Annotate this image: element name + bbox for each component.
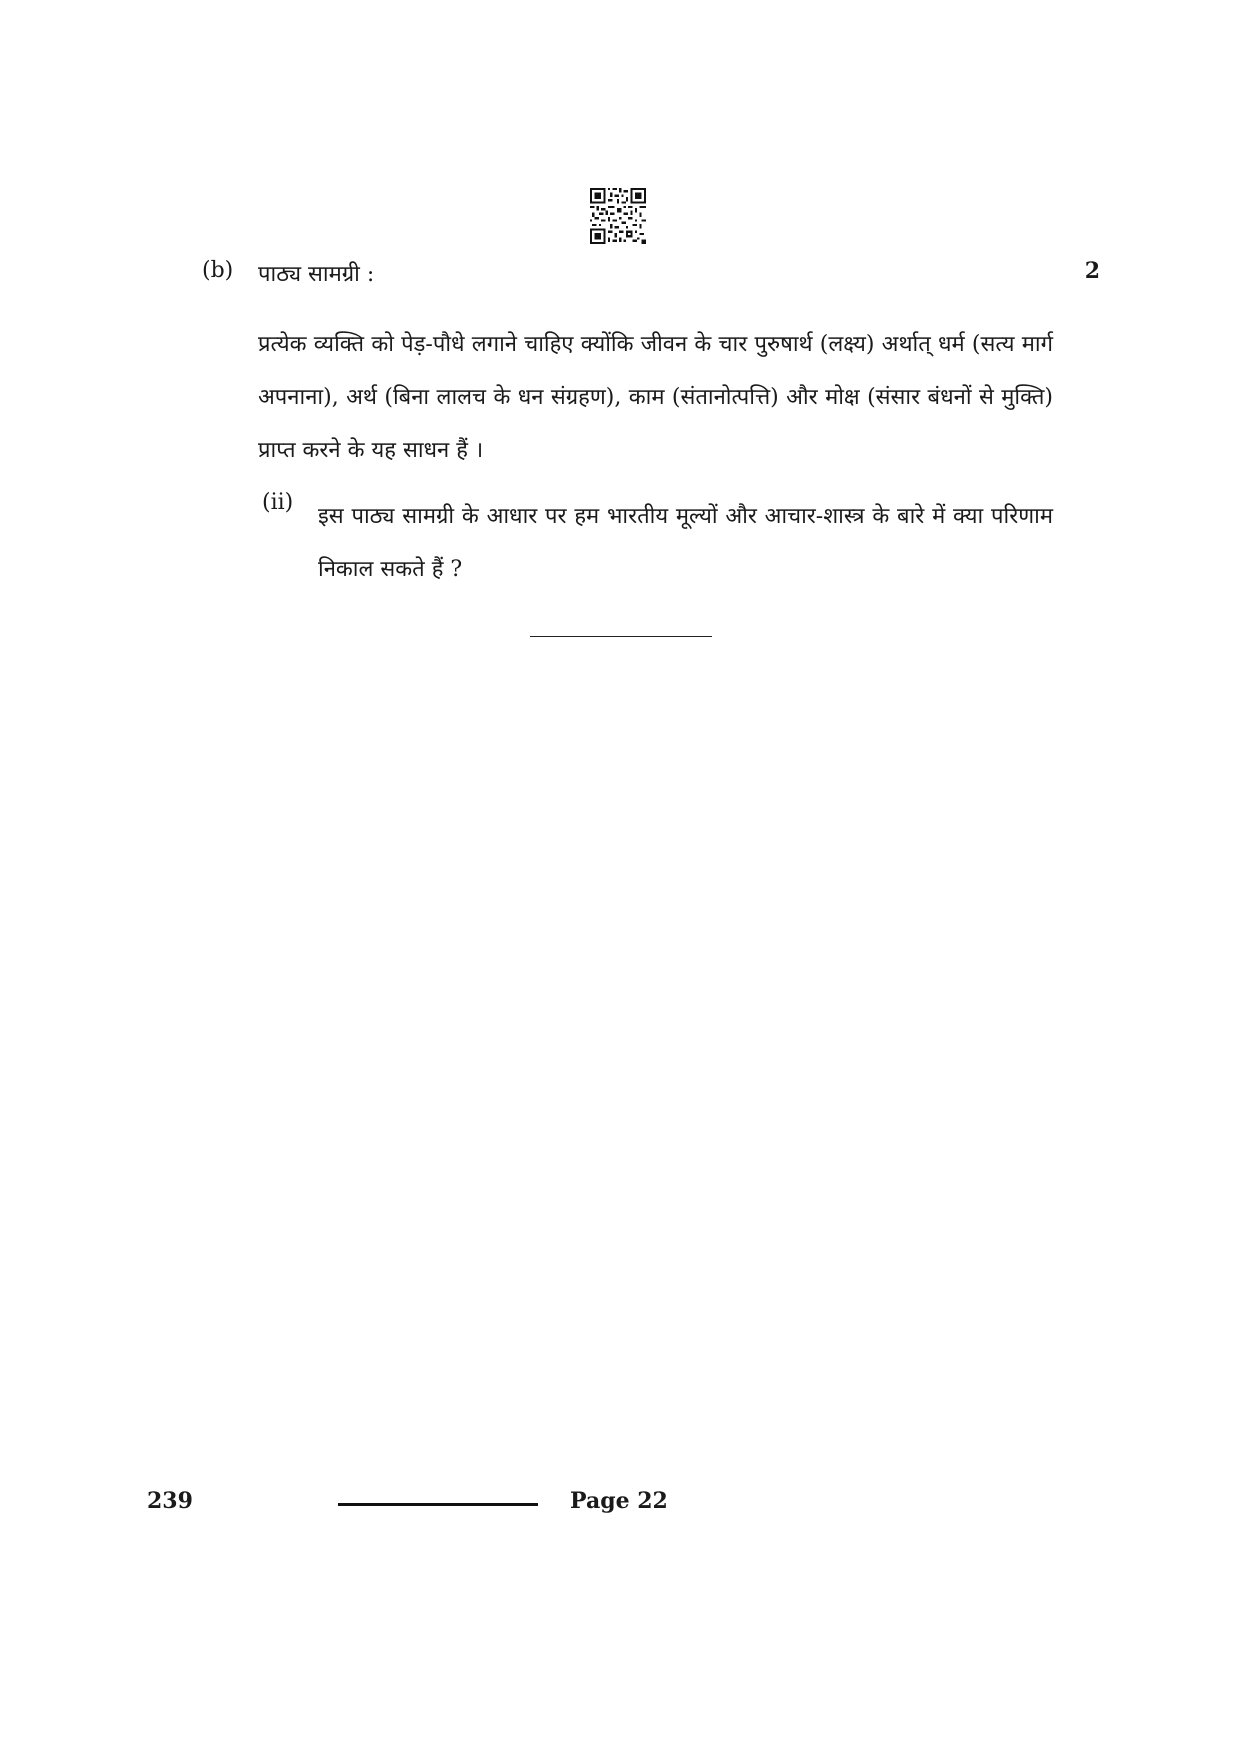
subquestion-label: (ii) [262, 490, 294, 515]
footer-divider [338, 1503, 538, 1506]
page-number: Page 22 [570, 1488, 668, 1514]
question-marks: 2 [1084, 258, 1100, 284]
section-end-divider [530, 636, 712, 637]
subquestion-text: इस पाठ्य सामग्री के आधार पर हम भारतीय मूल्यों और आचार-शास्त्र के बारे में क्या परिणाम निकाल सकते हैं ? [318, 504, 1053, 582]
question-title: पाठ्य सामग्री : [258, 262, 375, 287]
qr-code-icon [590, 188, 646, 244]
passage-text: प्रत्येक व्यक्ति को पेड़-पौधे लगाने चाहिए क्योंकि जीवन के चार पुरुषार्थ (लक्ष्य) अर्थात् धर्म (सत्य मार्ग अपनाना), अर्थ (बिना लालच के धन संग्रहण), काम (संतानोत्पत्ति) और मोक्ष (संसार बंधनों से मुक्ति) प्राप्त करने के यह साधन हैं । [258, 332, 1053, 463]
question-label: (b) [202, 258, 234, 283]
question-paper-code: 239 [147, 1488, 193, 1514]
